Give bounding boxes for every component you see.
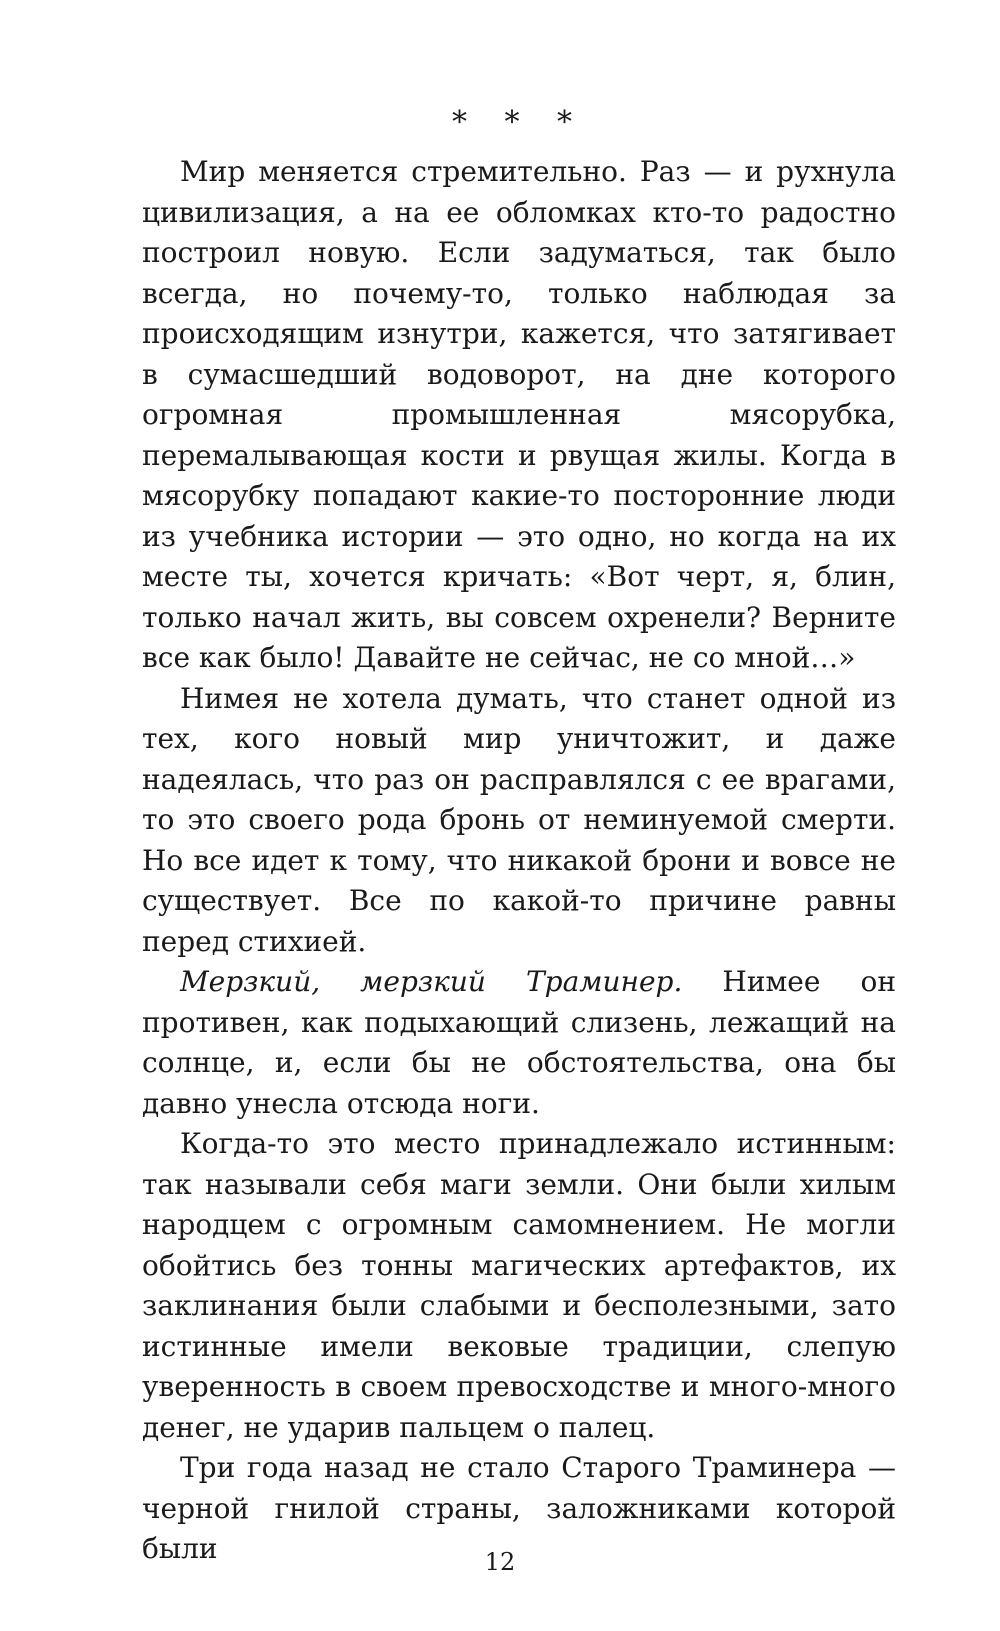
paragraph-text: Мир меняется стремительно. Раз — и рухнула цивилизация, а на ее обломках кто-то радостно построил новую. Если задуматься, так было всегда, но почему-то, только наблюдая за происходящим изнутри, кажется, что затягивает в сумасшедший водоворот, на дне которого огромная промышленная мясорубка, перемалывающая кости и рвущая жилы. Когда в мясорубку попадают какие-то посторонние люди из учебника истории — это одно, но когда на их месте ты, хочется кричать: «Вот черт, я, блин, только начал жить, вы совсем охренели? Верните все как было! Давайте не сейчас, не со мной…» <box>142 155 896 674</box>
section-separator: * * * <box>451 105 587 140</box>
paragraph-text: Когда-то это место принадлежало истинным: так называли себя маги земли. Они были хилым народцем с огромным самомнением. Не могли обойтись без тонны магических артефактов, их заклинания были слабыми и бесполезными, зато истинные имели вековые традиции, слепую уверенность в своем превосходстве и много-много денег, не ударив пальцем о палец. <box>142 1127 896 1444</box>
book-page <box>142 105 896 1570</box>
paragraph-italic-lead: Мерзкий, мерзкий Траминер. <box>180 965 683 998</box>
paragraph-text: Три года назад не стало Старого Траминера — черной гнилой страны, заложниками которой были <box>142 1451 896 1565</box>
paragraph-text: Нимее он противен, как подыхающий слизень, лежащий на солнце, и, если бы не обстоятельства, она бы давно унесла отсюда ноги. <box>142 965 896 1120</box>
paragraph <box>142 1124 896 1448</box>
paragraph-text: Нимея не хотела думать, что станет одной из тех, кого новый мир уничтожит, и даже надеялась, что раз он расправлялся с ее врагами, то это своего рода бронь от неминуемой смерти. Но все идет к тому, что никакой брони и вовсе не существует. Все по какой-то причине равны перед стихией. <box>142 681 896 958</box>
page-number: 12 <box>484 1548 516 1576</box>
paragraph <box>142 152 896 679</box>
paragraph <box>142 962 896 1124</box>
paragraph <box>142 679 896 963</box>
